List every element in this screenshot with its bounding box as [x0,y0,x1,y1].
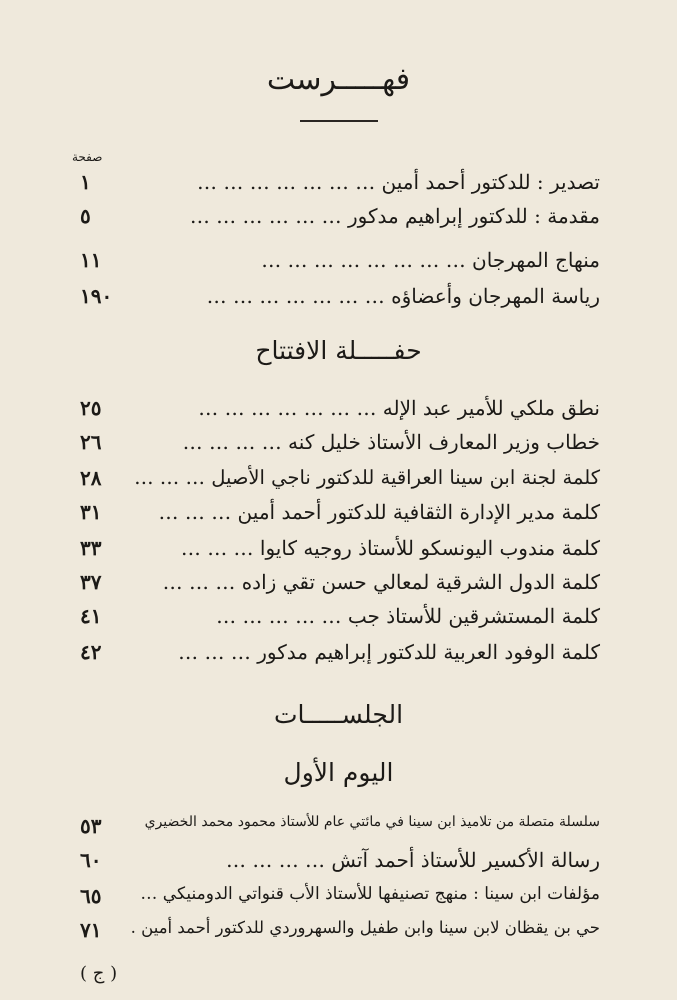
entry-text: كلمة لجنة ابن سينا العراقية للدكتور ناجي الأصيل … … … [134,466,600,489]
entry-page: ٦٥ [80,884,102,908]
entry-page: ٢٦ [80,430,102,454]
toc-entry [80,430,600,464]
entry-text: تصدير : للدكتور أحمد أمين … … … … … … … [197,170,600,194]
entry-text: سلسلة متصلة من تلاميذ ابن سينا في مائتي عام للأستاذ محمود محمد الخضيري [144,814,600,830]
toc-entry [80,170,600,204]
entry-page: ٣٧ [80,570,102,594]
toc-entry [80,884,600,918]
entry-text: رسالة الأكسير للأستاذ أحمد آتش … … … … [225,848,600,872]
page-title: فهـــــرست [266,62,411,97]
section-heading-sessions: الجلســـــات [273,700,404,729]
entry-page: ٥ [80,204,91,228]
page-column-header: صفحة [72,150,103,164]
entry-text: كلمة الدول الشرقية لمعالي حسن تقي زاده … … … [162,570,600,594]
toc-entry [80,570,600,604]
toc-entry [80,396,600,430]
entry-page: ٥٣ [80,814,102,838]
entry-page: ٧١ [80,918,102,942]
toc-entry [80,466,600,500]
entry-text: حي بن يقظان لابن سينا وابن طفيل والسهروردي للدكتور أحمد أمين . [130,918,600,937]
toc-entry [80,604,600,638]
toc-entry [80,640,600,674]
entry-page: ٢٥ [80,396,102,420]
entry-text: كلمة مندوب اليونسكو للأستاذ روجيه كايوا … … … [180,536,600,560]
entry-page: ٢٨ [80,466,102,490]
entry-page: ٣٣ [80,536,102,560]
entry-page: ١١ [80,248,102,272]
entry-page: ٤١ [80,604,102,628]
entry-page: ٣١ [80,500,102,524]
toc-entry [80,248,600,282]
entry-page: ٤٢ [80,640,102,664]
section-heading-opening: حفـــــلة الافتتاح [255,336,422,365]
entry-text: كلمة المستشرقين للأستاذ جب … … … … … [216,604,600,628]
title-rule [300,120,378,122]
page-number: ( ج ) [80,963,118,984]
toc-entry [80,536,600,570]
toc-entry [80,848,600,882]
toc-entry [80,500,600,534]
entry-page: ١٩٠ [80,284,113,308]
entry-text: مؤلفات ابن سينا : منهج تصنيفها للأستاذ الأب قنواتي الدومنيكي … [140,884,600,904]
entry-page: ٦٠ [80,848,102,872]
entry-text: مقدمة : للدكتور إبراهيم مدكور … … … … … … [189,204,600,228]
toc-entry [80,284,600,318]
entry-text: منهاج المهرجان … … … … … … … … [261,248,600,272]
entry-text: خطاب وزير المعارف الأستاذ خليل كنه … … … … [182,430,600,454]
section-heading-day-one: اليوم الأول [283,758,394,787]
entry-text: كلمة مدير الإدارة الثقافية للدكتور أحمد أمين … … … [158,500,600,524]
toc-entry [80,204,600,238]
entry-text: نطق ملكي للأمير عبد الإله … … … … … … … [198,396,600,420]
entry-text: رياسة المهرجان وأعضاؤه … … … … … … … [206,284,600,308]
entry-text: كلمة الوفود العربية للدكتور إبراهيم مدكور … … … [178,640,600,664]
toc-entry [80,814,600,848]
toc-entry [80,918,600,952]
entry-page: ١ [80,170,91,194]
